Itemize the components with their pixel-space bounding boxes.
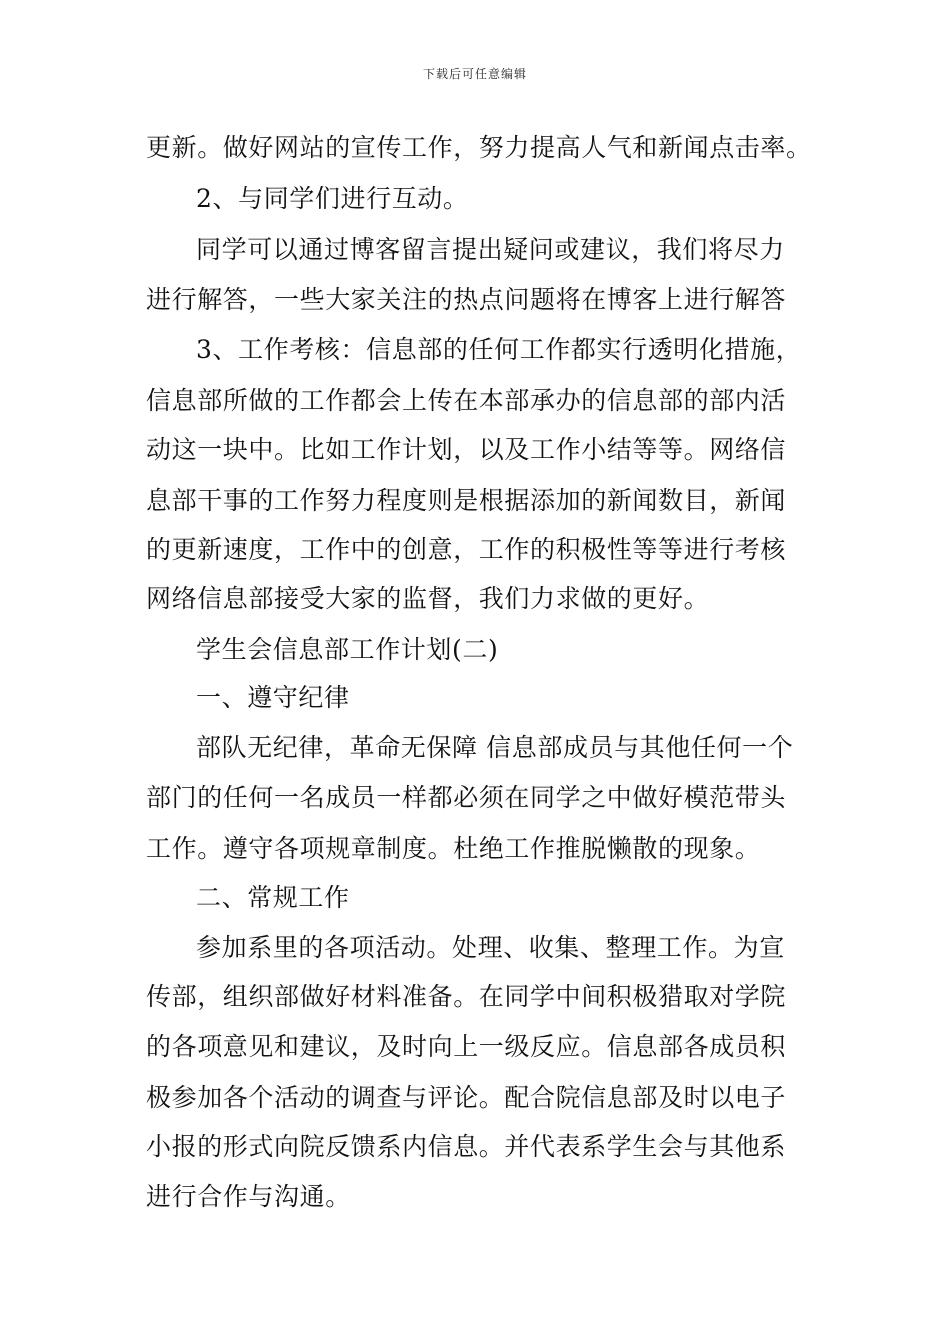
text-line: 同学可以通过博客留言提出疑问或建议，我们将尽力 xyxy=(196,235,785,264)
text-line: 的更新速度，工作中的创意，工作的积极性等等进行考核 xyxy=(146,535,787,564)
text-line: 进行解答，一些大家关注的热点问题将在博客上进行解答 xyxy=(146,285,787,314)
text-line: 3、工作考核：信息部的任何工作都实行透明化措施， xyxy=(196,335,802,364)
text-line: 动这一块中。比如工作计划，以及工作小结等等。网络信 xyxy=(146,435,787,464)
text-line: 传部，组织部做好材料准备。在同学中间积极猎取对学院 xyxy=(146,982,787,1011)
text-line: 网络信息部接受大家的监督，我们力求做的更好。 xyxy=(146,584,710,613)
section-heading: 2、与同学们进行互动。 xyxy=(196,184,469,213)
text-line: 工作。遵守各项规章制度。杜绝工作推脱懒散的现象。 xyxy=(146,834,761,863)
text-line: 部门的任何一名成员一样都必须在同学之中做好模范带头 xyxy=(146,783,787,812)
document-subtitle: 学生会信息部工作计划(二) xyxy=(196,635,499,664)
text-line: 息部干事的工作努力程度则是根据添加的新闻数目，新闻 xyxy=(146,486,787,515)
section-heading: 二、常规工作 xyxy=(196,883,350,912)
text-line: 信息部所做的工作都会上传在本部承办的信息部的部内活 xyxy=(146,386,787,415)
header-note: 下载后可任意编辑 xyxy=(422,67,527,81)
text-line: 的各项意见和建议，及时向上一级反应。信息部各成员积 xyxy=(146,1032,787,1061)
text-line: 参加系里的各项活动。处理、收集、整理工作。为宣 xyxy=(196,933,785,962)
section-heading: 一、遵守纪律 xyxy=(196,683,350,712)
text-line: 进行合作与沟通。 xyxy=(146,1182,351,1211)
text-line: 小报的形式向院反馈系内信息。并代表系学生会与其他系 xyxy=(146,1132,787,1161)
text-line: 部队无纪律，革命无保障 信息部成员与其他任何一个 xyxy=(196,733,794,762)
text-line: 更新。做好网站的宣传工作，努力提高人气和新闻点击率。 xyxy=(146,133,812,162)
text-line: 极参加各个活动的调查与评论。配合院信息部及时以电子 xyxy=(146,1083,787,1112)
